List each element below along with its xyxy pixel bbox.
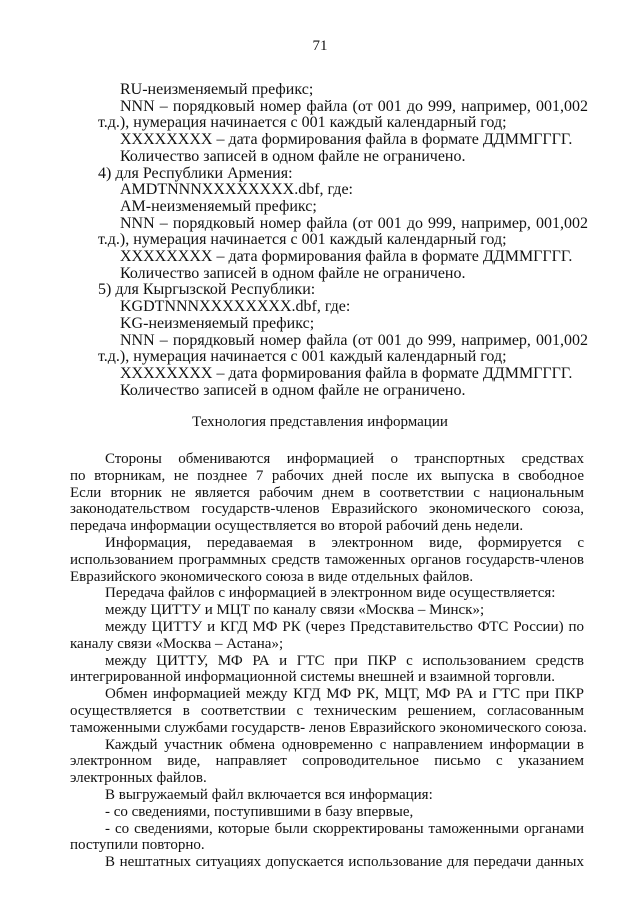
text-line: таможенными службами государств- ленов Евразийского экономического союза. [70,719,587,736]
section-heading: Технология представления информации [192,414,448,430]
text-line: Количество записей в одном файле не ограничено. [120,264,466,282]
text-line: NNN – порядковый номер файла (от 001 до 999, например, 001,002 [120,97,588,115]
text-line: между ЦИТТУ, МФ РА и ГТС при ПКР с использованием средств [105,652,584,669]
text-line: KGDTNNNXXXXXXXX.dbf, где: [120,298,351,316]
text-line: между ЦИТТУ и КГД МФ РК (через Представительство ФТС России) по [105,619,584,635]
text-line: между ЦИТТУ и МЦТ по каналу связи «Москва – Минск»; [105,602,485,619]
text-line: передача информации осуществляется во второй рабочий день недели. [70,518,524,535]
text-line: законодательством государств-членов Евразийского экономического союза, [70,501,584,518]
text-line: каналу связи «Москва – Астана»; [70,635,284,652]
text-line: В нештатных ситуациях допускается использование для передачи данных [105,854,584,871]
text-line: осуществляется в соответствии с техническим решением, согласованным [70,703,584,719]
text-line: по вторникам, не позднее 7 рабочих дней после их выпуска в свободное [70,467,584,484]
text-line: AM-неизменяемый префикс; [120,197,317,215]
text-line: - со сведениями, поступившими в базу впервые, [105,803,414,820]
text-line: NNN – порядковый номер файла (от 001 до 999, например, 001,002 [120,331,588,349]
text-line: Каждый участник обмена одновременно с направлением информации в [105,736,584,753]
text-line: т.д.), нумерация начинается с 001 каждый календарный год; [98,114,507,132]
text-line: Стороны обмениваются информацией о транспортных средствах [105,451,584,467]
text-line: интегрированной информационной системы внешней и взаимной торговли. [70,669,556,686]
text-line: использованием программных средств таможенных органов государств-членов [70,551,584,568]
text-line: 4) для Республики Армения: [98,164,293,182]
text-line: т.д.), нумерация начинается с 001 каждый календарный год; [98,231,507,249]
text-line: Количество записей в одном файле не ограничено. [120,381,466,399]
text-line: Евразийского экономического союза в виде отдельных файлов. [70,568,474,585]
text-line: электронных файлов. [70,770,207,787]
text-line: Если вторник не является рабочим днем в соответствии с национальным [70,484,584,501]
text-line: NNN – порядковый номер файла (от 001 до 999, например, 001,002 [120,214,588,232]
text-line: Количество записей в одном файле не ограничено. [120,147,466,165]
text-line: Информация, передаваемая в электронном виде, формируется с [105,535,584,551]
page-number: 71 [312,38,328,54]
text-line: Обмен информацией между КГД МФ РК, МЦТ, МФ РА и ГТС при ПКР [105,686,584,703]
text-line: - со сведениями, которые были скорректированы таможенными органами [105,820,584,837]
text-line: т.д.), нумерация начинается с 001 каждый календарный год; [98,348,507,366]
text-line: RU-неизменяемый префикс; [120,81,314,98]
text-line: KG-неизменяемый префикс; [120,314,315,332]
text-line: поступили повторно. [70,837,205,854]
text-line: XXXXXXXX – дата формирования файла в формате ДДММГГГГ. [120,364,573,382]
text-line: 5) для Кыргызской Республики: [98,281,316,299]
text-line: электронном виде, направляет сопроводительное письмо с указанием [70,753,584,770]
text-line: XXXXXXXX – дата формирования файла в формате ДДММГГГГ. [120,131,573,149]
text-line: Передача файлов с информацией в электронном виде осуществляется: [105,585,556,602]
text-line: AMDTNNNXXXXXXXX.dbf, где: [120,181,353,199]
text-line: XXXXXXXX – дата формирования файла в формате ДДММГГГГ. [120,248,573,265]
text-line: В выгружаемый файл включается вся информация: [105,787,433,803]
